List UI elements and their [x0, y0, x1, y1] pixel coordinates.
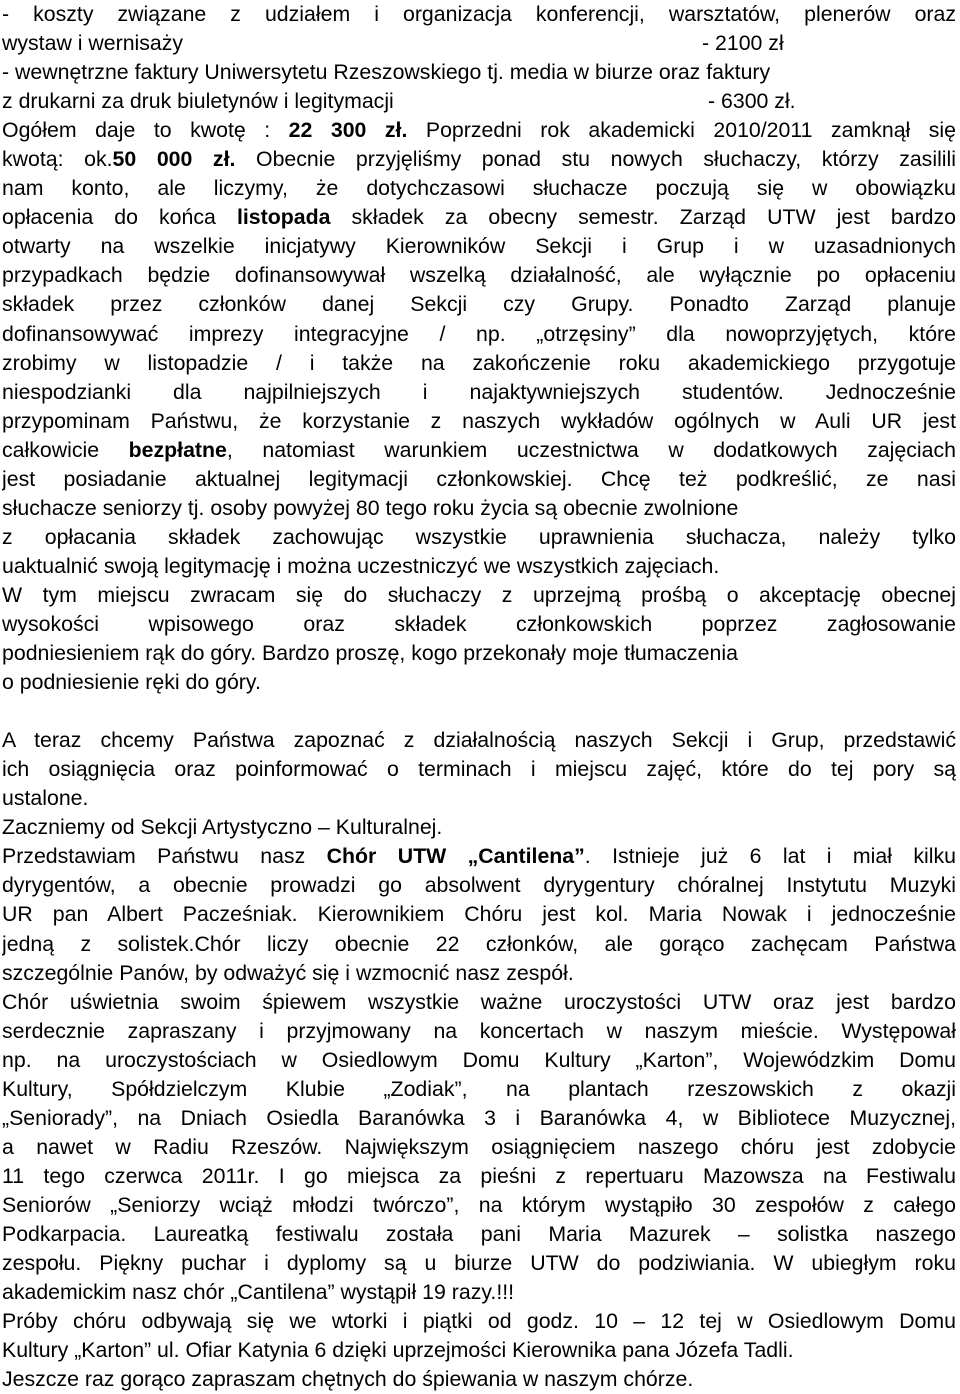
text-line: [2, 1162, 956, 1191]
text-segment: wysokości wpisowego oraz składek członkowskich poprzez zagłosowanie: [2, 611, 956, 636]
text-segment: dyrygentów, a obecnie prowadzi go absolwent dyrygentury chóralnej Instytutu Muzyki: [2, 873, 956, 898]
text-line: [2, 523, 956, 552]
text-line: [2, 959, 956, 988]
text-line: [2, 407, 956, 436]
text-line: [2, 436, 956, 465]
text-line: [2, 697, 956, 726]
text-line: [2, 668, 956, 697]
text-segment: Jeszcze raz gorąco zapraszam chętnych do śpiewania w naszym chórze.: [2, 1367, 694, 1392]
text-segment: ich osiągnięcia oraz poinformować o terminach i miejscu zajęć, które do tej pory są: [2, 757, 956, 782]
text-segment: W tym miejscu zwracam się do słuchaczy z uprzejmą prośbą o akceptację obecnej: [2, 582, 956, 607]
text-line: [2, 1220, 956, 1249]
text-segment: przypominam Państwu, że korzystanie z naszych wykładów ogólnych w Auli UR jest: [2, 408, 956, 433]
text-line: [2, 1017, 956, 1046]
text-segment: przypadkach będzie dofinansowywał wszelką działalność, ale wyłącznie po opłaceniu: [2, 263, 956, 288]
text-line: [2, 581, 956, 610]
text-segment: Seniorów „Seniorzy wciąż młodzi twórczo”, na którym wystąpiło 30 zespołów z całego: [2, 1192, 956, 1217]
text-segment: kwotą: ok.: [2, 147, 113, 172]
text-segment: szczególnie Panów, by odważyć się i wzmocnić nasz zespół.: [2, 960, 574, 985]
text-segment: A teraz chcemy Państwa zapoznać z działalnością naszych Sekcji i Grup, przedstawić: [2, 728, 956, 753]
text-segment: całkowicie: [2, 437, 129, 462]
text-line: [2, 842, 956, 871]
text-line: [2, 261, 956, 290]
text-line: [2, 0, 956, 29]
text-segment: „Seniorady”, na Dniach Osiedla Baranówka 3 i Baranówka 4, w Bibliotece Muzycznej,: [2, 1105, 956, 1130]
text-segment: z opłacania składek zachowując wszystkie uprawnienia słuchacza, należy tylko: [2, 524, 956, 549]
bold-text: 50 000 zł.: [112, 147, 236, 172]
text-line: [2, 639, 956, 668]
text-segment: słuchacze seniorzy tj. osoby powyżej 80 tego roku życia są obecnie zwolnione: [2, 495, 739, 520]
text-line: [2, 900, 956, 929]
text-segment: jest posiadanie aktualnej legitymacji członkowskiej. Chcę też podkreślić, ze nasi: [2, 466, 956, 491]
text-line: [2, 203, 956, 232]
text-line: [2, 145, 956, 174]
text-line: [2, 320, 956, 349]
text-line: [2, 465, 956, 494]
text-segment: uaktualnić swoją legitymację i można uczestniczyć we wszystkich zajęciach.: [2, 553, 720, 578]
text-line: [2, 1133, 956, 1162]
text-line: [2, 755, 956, 784]
text-segment: Chór uświetnia swoim śpiewem wszystkie ważne uroczystości UTW oraz jest bardzo: [2, 989, 956, 1014]
text-segment: zrobimy w listopadzie / i także na zakończenie roku akademickiego przygotuje: [2, 350, 956, 375]
text-line: [2, 290, 956, 319]
text-line: [2, 1307, 956, 1336]
text-line: [2, 1365, 956, 1394]
text-segment: - koszty związane z udziałem i organizacja konferencji, warsztatów, plenerów oraz: [2, 2, 956, 26]
text-segment: a nawet w Radiu Rzeszów. Największym osiągnięciem naszego chóru jest zdobycie: [2, 1134, 956, 1159]
text-segment: z drukarni za druk biuletynów i legitymacji: [2, 89, 394, 114]
text-line: [2, 988, 956, 1017]
text-line: [2, 87, 956, 116]
text-segment: np. na uroczystościach w Osiedlowym Domu Kultury „Karton”, Wojewódzkim Domu: [2, 1047, 956, 1072]
text-segment: Próby chóru odbywają się we wtorki i piątki od godz. 10 – 12 tej w Osiedlowym Domu: [2, 1309, 956, 1334]
text-segment: otwarty na wszelkie inicjatywy Kierowników Sekcji i Grup i w uzasadnionych: [2, 234, 956, 259]
text-line: [2, 930, 956, 959]
text-segment: niespodzianki dla najpilniejszych i najaktywniejszych studentów. Jednocześnie: [2, 379, 956, 404]
text-segment: , natomiast warunkiem uczestnictwa w dodatkowych zajęciach: [226, 437, 956, 462]
text-line: [2, 1278, 956, 1307]
text-segment: o podniesienie ręki do góry.: [2, 670, 261, 695]
bold-text: 22 300 zł.: [288, 118, 408, 143]
text-segment: [2, 699, 8, 723]
text-segment: składek za obecny semestr. Zarząd UTW jest bardzo: [330, 205, 956, 230]
text-segment: Obecnie przyjęliśmy ponad stu nowych słuchaczy, którzy zasilili: [235, 147, 956, 172]
text-segment: składek przez członków danej Sekcji czy Grupy. Ponadto Zarząd planuje: [2, 292, 956, 317]
text-line: [2, 1046, 956, 1075]
text-line: [2, 871, 956, 900]
text-segment: nam konto, ale liczymy, że dotychczasowi słuchacze poczują się w obowiązku: [2, 176, 956, 201]
text-line: [2, 1336, 956, 1365]
text-line: [2, 174, 956, 203]
text-line: [2, 349, 956, 378]
text-line: [2, 813, 956, 842]
text-segment: Zaczniemy od Sekcji Artystyczno – Kulturalnej.: [2, 815, 443, 840]
text-line: [2, 58, 956, 87]
text-line: [2, 610, 956, 639]
text-segment: Kultury, Spółdzielczym Klubie „Zodiak”, na plantach rzeszowskich z okazji: [2, 1076, 956, 1101]
text-segment: - wewnętrzne faktury Uniwersytetu Rzeszowskiego tj. media w biurze oraz faktury: [2, 60, 771, 85]
bold-text: listopada: [236, 205, 331, 230]
text-line: [2, 29, 956, 58]
bold-text: Chór UTW „Cantilena”: [326, 844, 585, 869]
text-line: [2, 1249, 956, 1278]
text-segment: Poprzedni rok akademicki 2010/2011 zamknął się: [407, 118, 956, 143]
text-line: [2, 1075, 956, 1104]
amount-value: - 6300 zł.: [708, 89, 796, 114]
text-segment: ustalone.: [2, 786, 89, 811]
text-segment: serdecznie zapraszany i przyjmowany na koncertach w naszym mieście. Występował: [2, 1018, 956, 1043]
text-line: [2, 378, 956, 407]
text-segment: opłacenia do końca: [2, 205, 237, 230]
amount-value: - 2100 zł: [702, 31, 784, 56]
text-line: [2, 232, 956, 261]
text-segment: wystaw i wernisaży: [2, 31, 184, 56]
text-segment: zespołu. Piękny puchar i dyplomy są u biurze UTW do podziwiania. W ubiegłym roku: [2, 1251, 956, 1276]
text-line: [2, 552, 956, 581]
text-segment: Kultury „Karton” ul. Ofiar Katynia 6 dzięki uprzejmości Kierownika pana Józefa Tadli.: [2, 1338, 794, 1363]
bold-text: bezpłatne: [128, 437, 227, 462]
text-segment: podniesieniem rąk do góry. Bardzo proszę, kogo przekonały moje tłumaczenia: [2, 641, 738, 666]
text-segment: Przedstawiam Państwu nasz: [2, 844, 327, 869]
text-segment: jedną z solistek.Chór liczy obecnie 22 członków, ale gorąco zachęcam Państwa: [2, 931, 956, 956]
text-segment: Ogółem daje to kwotę :: [2, 118, 289, 143]
text-line: [2, 784, 956, 813]
text-segment: UR pan Albert Pacześniak. Kierownikiem Chóru jest kol. Maria Nowak i jednocześnie: [2, 902, 956, 927]
text-line: [2, 1104, 956, 1133]
text-segment: 11 tego czerwca 2011r. I go miejsca za pieśni z repertuaru Mazowsza na Festiwalu: [2, 1163, 956, 1188]
text-line: [2, 116, 956, 145]
text-line: [2, 726, 956, 755]
text-line: [2, 1191, 956, 1220]
text-segment: dofinansowywać imprezy integracyjne / np. „otrzęsiny” dla nowoprzyjętych, które: [2, 321, 956, 346]
text-line: [2, 494, 956, 523]
text-segment: akademickim nasz chór „Cantilena” wystąpił 19 razy.!!!: [2, 1280, 515, 1305]
text-segment: Podkarpacia. Laureatką festiwalu została pani Maria Mazurek – solistka naszego: [2, 1221, 956, 1246]
text-segment: . Istnieje już 6 lat i miał kilku: [584, 844, 956, 869]
